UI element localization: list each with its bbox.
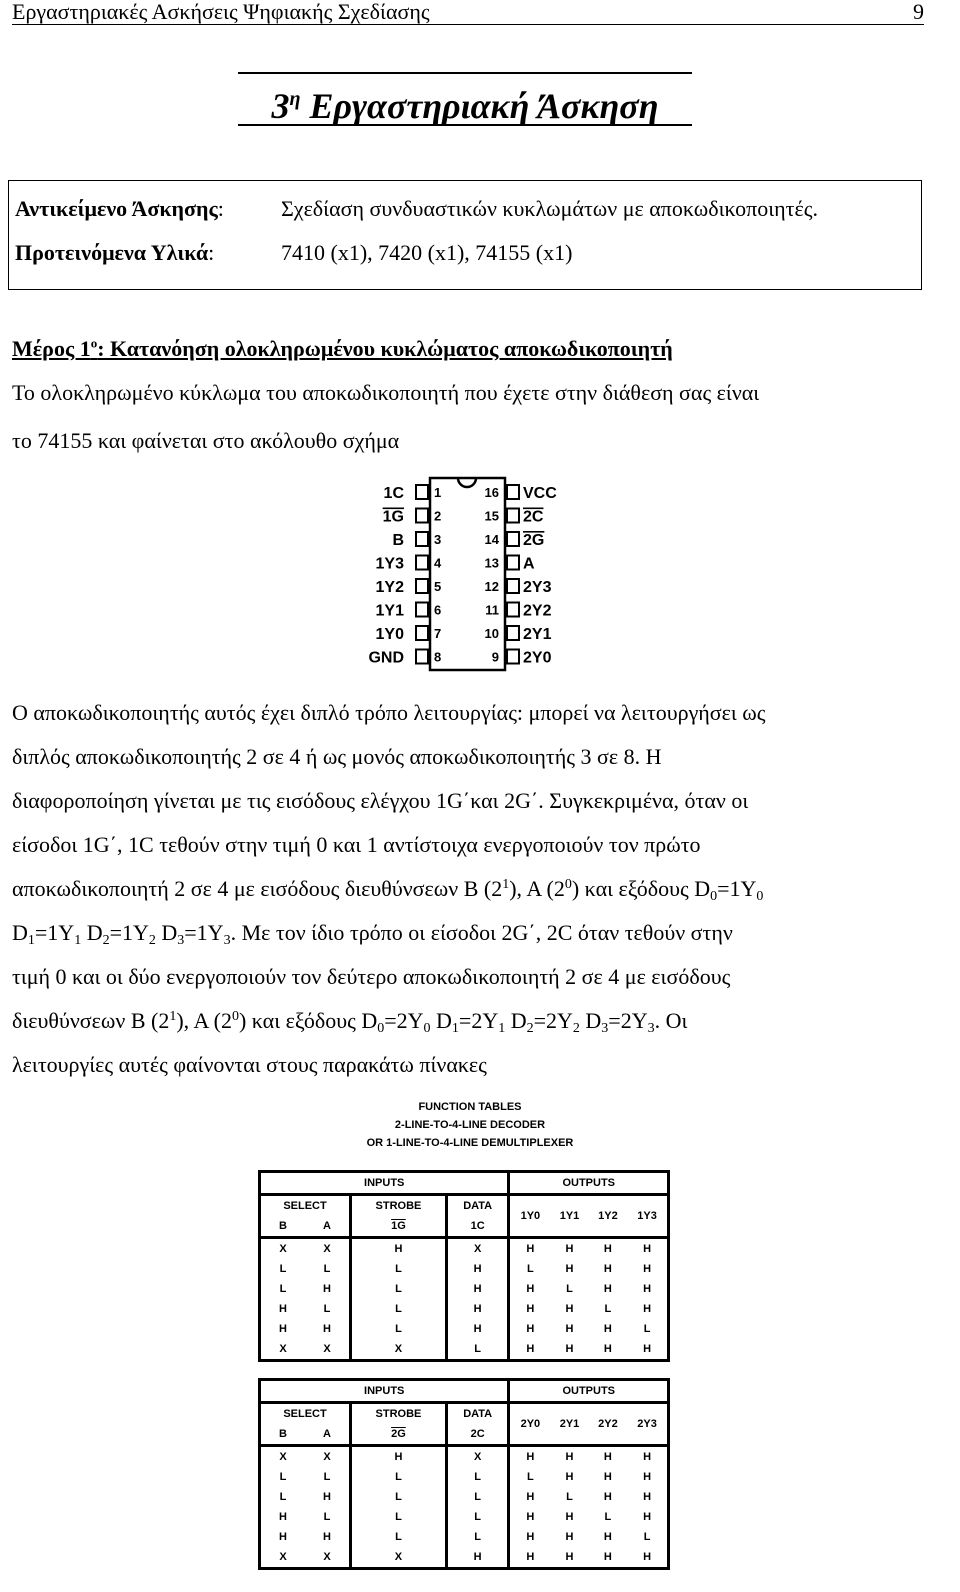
- table-cell: H: [446, 1547, 509, 1569]
- table-cell: H: [305, 1319, 351, 1339]
- table-cell: L: [446, 1527, 509, 1547]
- table-cell: H: [446, 1259, 509, 1279]
- table-cell: H: [526, 1323, 535, 1335]
- outputs-header: OUTPUTS: [509, 1380, 669, 1403]
- select-header: SELECT: [260, 1403, 351, 1425]
- left-pin-label: 1Y3: [375, 555, 404, 573]
- table-cell: H: [565, 1471, 574, 1483]
- left-pin-label: B: [392, 532, 404, 549]
- right-pin-label: 2Y1: [523, 626, 552, 643]
- output-header: 1Y3: [627, 1195, 668, 1238]
- table-cell: L: [351, 1487, 447, 1507]
- caption-line-1: FUNCTION TABLES: [418, 1101, 522, 1113]
- table-cell: L: [446, 1339, 509, 1361]
- table-row: [260, 1279, 669, 1299]
- page-header: [12, 0, 924, 25]
- table-cell: H: [351, 1238, 447, 1260]
- table-header-row: [260, 1403, 669, 1425]
- body-line-2: διπλός αποκωδικοποιητής 2 σε 4 ή ως μονός αποκωδικοποιητής 3 σε 8. Η: [12, 744, 662, 769]
- table-cell: H: [260, 1319, 306, 1339]
- body-line-8: διευθύνσεων B $(2^1)$, A $(2^0)$ και εξόδους $D_0=2Y_0$ $D_1=2Y_1$ $D_2=2Y_2$ $D_3=2Y_3$. Οι: [12, 1008, 688, 1036]
- table-cell: L: [566, 1283, 573, 1295]
- output-header: 2Y2: [589, 1403, 627, 1446]
- table-cell: L: [351, 1527, 447, 1547]
- outputs-header: OUTPUTS: [509, 1172, 669, 1195]
- right-pin: [507, 556, 519, 570]
- table-cell: H: [565, 1531, 574, 1543]
- table-cell: L: [351, 1319, 447, 1339]
- table-cell: H: [305, 1527, 351, 1547]
- body-line-1: Ο αποκωδικοποιητής αυτός έχει διπλό τρόπο λειτουργίας: μπορεί να λειτουργήσει ως: [12, 700, 766, 725]
- select-a-header: A: [305, 1424, 351, 1446]
- table-header-row: [260, 1195, 669, 1217]
- table-cell: H: [526, 1491, 535, 1503]
- left-pin-number: 2: [434, 508, 442, 524]
- table-cell: L: [351, 1279, 447, 1299]
- function-table-2: [258, 1378, 670, 1570]
- table-cell: H: [565, 1323, 574, 1335]
- right-pin-label: VCC: [523, 485, 557, 502]
- body-line-3: διαφοροποίηση γίνεται με τις εισόδους ελέγχου 1G΄και 2G΄. Συγκεκριμένα, όταν οι: [12, 788, 749, 813]
- left-pin: [416, 485, 428, 499]
- right-pin-label: 2C: [523, 508, 544, 526]
- table-cell: L: [305, 1507, 351, 1527]
- materials-value: 7410 (x1), 7420 (x1), 74155 (x1): [281, 240, 573, 265]
- right-pin-number: 12: [484, 579, 499, 594]
- table-row: [260, 1507, 669, 1527]
- function-table-1: [258, 1170, 670, 1362]
- strobe-pin-header: 2G: [351, 1424, 447, 1446]
- table-row: [260, 1467, 669, 1487]
- objective-value: Σχεδίαση συνδυαστικών κυκλωμάτων με αποκωδικοποιητές.: [281, 196, 818, 221]
- table-cell: X: [305, 1238, 351, 1260]
- table-cell: H: [260, 1299, 306, 1319]
- chip-notch: [458, 478, 476, 487]
- left-pin-label: 1Y2: [375, 579, 404, 596]
- table-cell: L: [351, 1299, 447, 1319]
- table-cell: H: [627, 1507, 668, 1527]
- table-cell: H: [603, 1243, 612, 1255]
- table-cell: H: [603, 1263, 612, 1275]
- table-cell: L: [446, 1467, 509, 1487]
- intro-line-1: Το ολοκληρωμένο κύκλωμα του αποκωδικοποιητή που έχετε στην διάθεση σας είναι: [12, 380, 760, 405]
- table-cell: L: [446, 1487, 509, 1507]
- table-cell: H: [260, 1527, 306, 1547]
- table-cell: H: [260, 1507, 306, 1527]
- table-cell: X: [260, 1238, 306, 1260]
- strobe-header: STROBE: [351, 1403, 447, 1425]
- output-header: 1Y1: [550, 1195, 588, 1238]
- table-row: [260, 1527, 669, 1547]
- header-title: Εργαστηριακές Ασκήσεις Ψηφιακής Σχεδίασης: [12, 0, 430, 24]
- right-pin: [507, 485, 519, 499]
- table-cell: H: [446, 1299, 509, 1319]
- caption-line-3: OR 1-LINE-TO-4-LINE DEMULTIPLEXER: [366, 1137, 574, 1149]
- right-pin-number: 15: [484, 508, 499, 524]
- select-b-header: B: [260, 1424, 306, 1446]
- table-cell: X: [305, 1339, 351, 1361]
- table-cell: X: [446, 1446, 509, 1468]
- table-cell: L: [260, 1279, 306, 1299]
- table-row: [260, 1547, 669, 1569]
- right-pin-number: 9: [491, 649, 499, 665]
- right-pin: [507, 579, 519, 593]
- table-cell: H: [603, 1491, 612, 1503]
- left-pin-number: 7: [434, 626, 442, 641]
- table-cell: L: [260, 1487, 306, 1507]
- table-header-row: [260, 1380, 669, 1403]
- table-cell: L: [351, 1467, 447, 1487]
- table-cell: H: [550, 1339, 588, 1361]
- table-cell: H: [526, 1283, 535, 1295]
- inputs-header: INPUTS: [260, 1172, 509, 1195]
- body-line-6: $D_1=1Y_1$ $D_2=1Y_2$ $D_3=1Y_3$. Με τον ίδιο τρόπο οι είσοδοι 2G΄, 2C όταν τεθούν στην: [12, 920, 733, 948]
- left-pin: [416, 626, 428, 640]
- table-cell: H: [603, 1531, 612, 1543]
- table-cell: H: [603, 1471, 612, 1483]
- left-pin-label: 1Y0: [375, 626, 404, 643]
- right-pin: [507, 603, 519, 617]
- left-pin-number: 3: [434, 532, 442, 547]
- table-cell: H: [305, 1279, 351, 1299]
- left-pin: [416, 650, 428, 664]
- table-cell: X: [305, 1547, 351, 1569]
- table-cell: L: [305, 1467, 351, 1487]
- table-cell: L: [527, 1263, 534, 1275]
- table-cell: L: [604, 1303, 612, 1315]
- table-cell: H: [627, 1279, 668, 1299]
- left-pin: [416, 556, 428, 570]
- table-cell: H: [550, 1547, 588, 1569]
- table-header-row: [260, 1172, 669, 1195]
- right-pin: [507, 626, 519, 640]
- materials-line: Προτεινόμενα Υλικά: 7410 (x1), 7420 (x1), 74155 (x1): [15, 240, 573, 265]
- table-cell: H: [351, 1446, 447, 1468]
- table-cell: X: [305, 1446, 351, 1468]
- table-cell: H: [526, 1511, 535, 1523]
- table-cell: H: [603, 1451, 612, 1463]
- left-pin-label: 1G: [382, 508, 404, 526]
- table-cell: H: [603, 1323, 612, 1335]
- table-cell: H: [509, 1547, 550, 1569]
- page-number: 9: [913, 0, 924, 24]
- table-cell: H: [446, 1279, 509, 1299]
- right-pin-number: 10: [484, 626, 499, 641]
- table-cell: X: [351, 1339, 447, 1361]
- table-cell: H: [565, 1243, 574, 1255]
- intro-line-2: το 74155 και φαίνεται στο ακόλουθο σχήμα: [12, 428, 400, 453]
- table-cell: H: [627, 1339, 668, 1361]
- right-pin: [507, 532, 519, 546]
- output-header: 1Y2: [589, 1195, 627, 1238]
- table-cell: L: [260, 1259, 306, 1279]
- strobe-header: STROBE: [351, 1195, 447, 1217]
- table-row: [260, 1487, 669, 1507]
- table-cell: H: [509, 1339, 550, 1361]
- right-pin-label: 2G: [523, 532, 545, 549]
- table-cell: H: [526, 1303, 535, 1315]
- left-pin-number: 4: [434, 555, 442, 571]
- right-pin-label: 2Y3: [523, 579, 552, 596]
- left-pin: [416, 579, 428, 593]
- strobe-pin-header: 1G: [351, 1216, 447, 1238]
- objective-label: Αντικείμενο Άσκησης: [15, 196, 218, 221]
- left-pin-number: 8: [434, 649, 442, 665]
- table-cell: H: [627, 1487, 668, 1507]
- table-cell: H: [565, 1451, 574, 1463]
- right-pin-number: 16: [484, 485, 499, 500]
- table-cell: L: [566, 1491, 573, 1503]
- left-pin: [416, 509, 428, 523]
- left-pin: [416, 532, 428, 546]
- table-cell: H: [627, 1238, 668, 1260]
- body-line-4: είσοδοι 1G΄, 1C τεθούν στην τιμή 0 και 1 αντίστοιχα ενεργοποιούν τον πρώτο: [12, 832, 701, 857]
- table-cell: X: [260, 1339, 306, 1361]
- table-cell: H: [565, 1263, 574, 1275]
- select-b-header: B: [260, 1216, 306, 1238]
- body-line-9: λειτουργίες αυτές φαίνονται στους παρακάτω πίνακες: [12, 1052, 487, 1077]
- table-cell: H: [627, 1446, 668, 1468]
- table-cell: H: [589, 1339, 627, 1361]
- table-cell: L: [351, 1507, 447, 1527]
- caption-line-2: 2-LINE-TO-4-LINE DECODER: [394, 1119, 546, 1131]
- table-cell: X: [260, 1547, 306, 1569]
- right-pin-number: 14: [484, 532, 499, 547]
- data-header: DATA: [446, 1195, 509, 1217]
- exercise-title-box: [238, 72, 692, 126]
- table-cell: X: [260, 1446, 306, 1468]
- table-cell: L: [604, 1511, 612, 1523]
- table-cell: H: [526, 1531, 535, 1543]
- table-cell: L: [305, 1299, 351, 1319]
- left-pin-label: GND: [368, 649, 404, 667]
- table-row: [260, 1238, 669, 1260]
- table-cell: X: [351, 1547, 447, 1569]
- table-cell: H: [627, 1467, 668, 1487]
- table-cell: L: [351, 1259, 447, 1279]
- table-cell: L: [527, 1471, 534, 1483]
- right-pin-label: 2Y0: [523, 649, 552, 667]
- data-pin-header: 2C: [446, 1424, 509, 1446]
- output-header: 2Y1: [550, 1403, 588, 1446]
- table-cell: H: [589, 1547, 627, 1569]
- select-header: SELECT: [260, 1195, 351, 1217]
- table-cell: H: [526, 1243, 535, 1255]
- section-title: Μέρος $1^o$: Κατανόηση ολοκληρωμένου κυκλώματος αποκωδικοποιητή: [12, 336, 673, 362]
- table-cell: L: [260, 1467, 306, 1487]
- table-cell: H: [627, 1259, 668, 1279]
- materials-label: Προτεινόμενα Υλικά: [15, 240, 209, 265]
- left-pin-number: 1: [434, 485, 442, 500]
- body-line-7: τιμή 0 και οι δύο ενεργοποιούν τον δεύτερο αποκωδικοποιητή 2 σε 4 με εισόδους: [12, 964, 731, 989]
- table-cell: L: [446, 1507, 509, 1527]
- output-header: 2Y3: [627, 1403, 668, 1446]
- exercise-title: $3^\eta$ Εργαστηριακή Άσκηση: [271, 86, 659, 126]
- inputs-header: INPUTS: [260, 1380, 509, 1403]
- table-cell: H: [603, 1283, 612, 1295]
- right-pin: [507, 509, 519, 523]
- table-row: [260, 1259, 669, 1279]
- left-pin-label: 1Y1: [375, 602, 404, 620]
- right-pin: [507, 650, 519, 664]
- right-pin-label: A: [523, 555, 535, 573]
- right-pin-number: 13: [484, 555, 499, 571]
- table-cell: H: [526, 1451, 535, 1463]
- table-row: [260, 1339, 669, 1361]
- table-row: [260, 1319, 669, 1339]
- data-pin-header: 1C: [446, 1216, 509, 1238]
- right-pin-label: 2Y2: [523, 602, 552, 620]
- table-cell: H: [446, 1319, 509, 1339]
- table-row: [260, 1446, 669, 1468]
- output-header: 1Y0: [509, 1195, 550, 1238]
- objective-box: [8, 180, 922, 290]
- function-tables-caption: [300, 1098, 640, 1152]
- body-line-5: αποκωδικοποιητή 2 σε 4 με εισόδους διευθύνσεων B $(2^1)$, A $(2^0)$ και εξόδους $D_0=1Y_0$: [12, 876, 764, 904]
- left-pin-label: 1C: [383, 485, 404, 502]
- table-cell: X: [446, 1238, 509, 1260]
- table-cell: H: [565, 1511, 574, 1523]
- table-cell: L: [627, 1527, 668, 1547]
- left-pin: [416, 603, 428, 617]
- chip-body: [430, 478, 505, 670]
- table-cell: H: [305, 1487, 351, 1507]
- table-cell: H: [565, 1303, 574, 1315]
- table-row: [260, 1299, 669, 1319]
- output-header: 2Y0: [509, 1403, 550, 1446]
- select-a-header: A: [305, 1216, 351, 1238]
- pinout-diagram: [360, 476, 580, 676]
- table-cell: H: [627, 1299, 668, 1319]
- left-pin-number: 5: [434, 579, 442, 594]
- table-cell: L: [305, 1259, 351, 1279]
- data-header: DATA: [446, 1403, 509, 1425]
- table-cell: L: [627, 1319, 668, 1339]
- right-pin-number: 11: [485, 602, 499, 618]
- objective-line: Αντικείμενο Άσκησης: Σχεδίαση συνδυαστικών κυκλωμάτων με αποκωδικοποιητές.: [15, 196, 818, 221]
- left-pin-number: 6: [434, 602, 442, 618]
- table-cell: H: [627, 1547, 668, 1569]
